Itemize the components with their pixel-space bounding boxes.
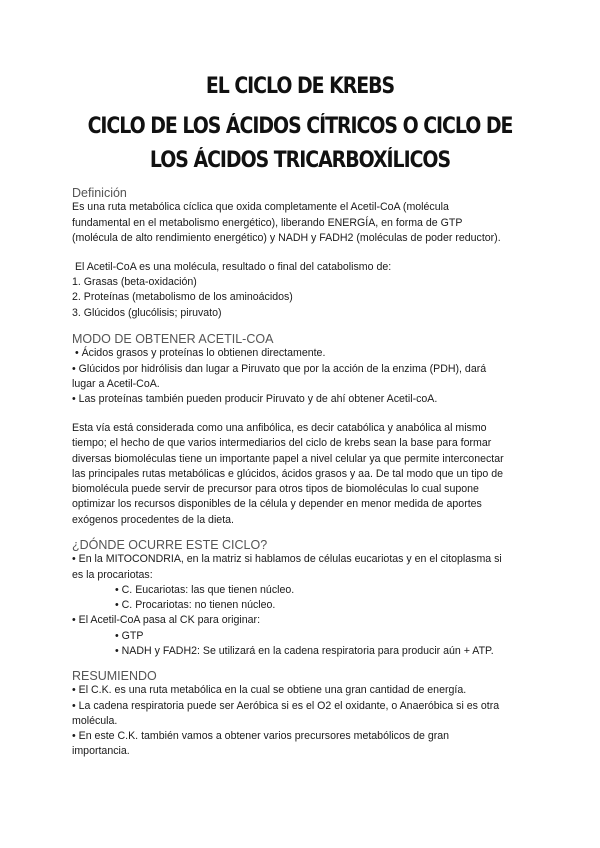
- text-line: importancia.: [72, 745, 130, 758]
- heading-definicion: Definición: [72, 186, 127, 200]
- text-line: fundamental en el metabolismo energético), liberando ENERGÍA, en forma de GTP: [72, 216, 463, 229]
- section-anfibolica: [72, 421, 504, 528]
- text-line: Esta vía está considerada como una anfibólica, es decir catabólica y anabólica al mismo: [72, 422, 487, 434]
- list-item: • C. Procariotas: no tienen núcleo.: [115, 599, 276, 612]
- title-line-2: CICLO DE LOS ÁCIDOS CÍTRICOS O CICLO DE: [87, 114, 513, 139]
- text-line: tiempo; el hecho de que varios intermediarios del ciclo de krebs sean la base para formar: [72, 437, 492, 450]
- title-line-1: EL CICLO DE KREBS: [205, 74, 395, 99]
- text-line: (molécula de alto rendimiento energético) y NADH y FADH2 (moléculas de poder reductor).: [72, 231, 501, 244]
- text-line: • La cadena respiratoria puede ser Aeróbica si es el O2 el oxidante, o Anaeróbica si es otra: [72, 699, 500, 712]
- text-line: molécula.: [72, 714, 118, 727]
- text-line: lugar a Acetil-CoA.: [72, 377, 160, 390]
- list-item: 2. Proteínas (metabolismo de los aminoácidos): [72, 291, 293, 304]
- section-donde: [72, 537, 502, 659]
- section-definicion: [72, 185, 501, 321]
- text-line: exógenos procedentes de la dieta.: [72, 513, 234, 526]
- text-line: • Las proteínas también pueden producir Piruvato y de ahí obtener Acetil-coA.: [72, 393, 438, 406]
- title-line-3: LOS ÁCIDOS TRICARBOXÍLICOS: [149, 148, 451, 173]
- heading-donde: ¿DÓNDE OCURRE ESTE CICLO?: [72, 538, 268, 552]
- text-line: • El Acetil-CoA pasa al CK para originar:: [72, 614, 261, 627]
- text-line: Es una ruta metabólica cíclica que oxida completamente el Acetil-CoA (molécula: [72, 201, 449, 214]
- list-item: 1. Grasas (beta-oxidación): [72, 276, 197, 289]
- list-item: • C. Eucariotas: las que tienen núcleo.: [115, 583, 295, 596]
- text-line: • En este C.K. también vamos a obtener varios precursores metabólicos de gran: [72, 730, 450, 743]
- heading-resumiendo: RESUMIENDO: [72, 669, 157, 683]
- list-item: • NADH y FADH2: Se utilizará en la cadena respiratoria para producir aún + ATP.: [115, 645, 494, 658]
- list-item: • GTP: [115, 629, 144, 642]
- section-resumiendo: [72, 668, 499, 760]
- text-line: optimizar los recursos disponibles de la célula y depender en menor medida de aportes: [72, 498, 482, 511]
- text-line: El Acetil-CoA es una molécula, resultado o final del catabolismo de:: [72, 260, 392, 273]
- text-line: • En la MITOCONDRIA, en la matriz si hablamos de células eucariotas y en el citoplasma si: [72, 553, 502, 566]
- heading-modo: MODO DE OBTENER ACETIL-COA: [72, 332, 274, 346]
- section-modo: [72, 331, 486, 407]
- list-item: 3. Glúcidos (glucólisis; piruvato): [72, 306, 222, 319]
- text-line: • El C.K. es una ruta metabólica en la cual se obtiene una gran cantidad de energía.: [72, 684, 467, 697]
- text-line: diversas biomoléculas tiene un importante papel a nivel celular ya que permite interconectar: [72, 452, 504, 465]
- text-line: es la procariotas:: [72, 568, 153, 581]
- text-line: • Ácidos grasos y proteínas lo obtienen directamente.: [72, 347, 326, 360]
- text-line: • Glúcidos por hidrólisis dan lugar a Piruvato que por la acción de la enzima (PDH), dará: [72, 362, 487, 375]
- text-line: las principales rutas metabólicas e glúcidos, ácidos grasos y aa. De tal modo que un tipo de: [72, 467, 504, 480]
- text-line: biomolécula puede servir de precursor para otros tipos de biomoléculas lo cual supone: [72, 483, 479, 496]
